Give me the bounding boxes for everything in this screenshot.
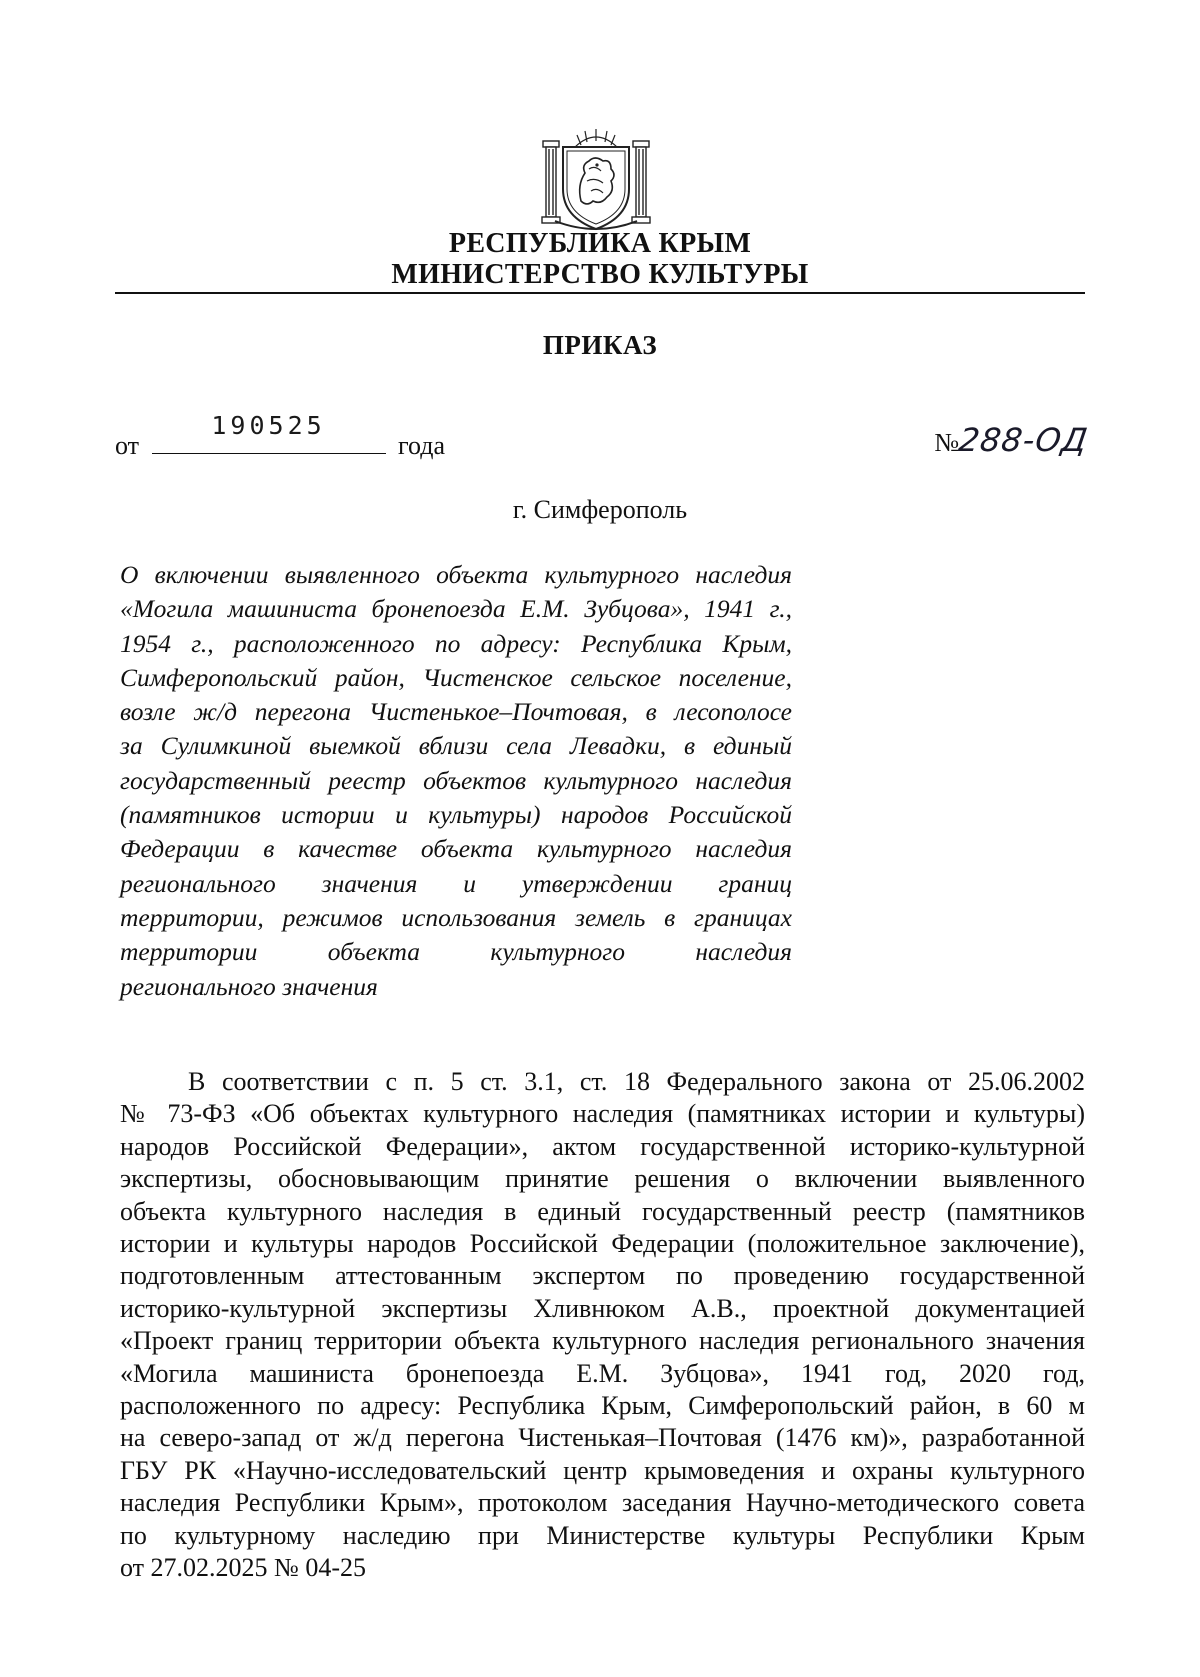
body-line: истории и культуры народов Российской Федерации (положительное заключение), (120, 1229, 1085, 1259)
body-line: наследия Республики Крым», протоколом заседания Научно-методического совета (120, 1488, 1085, 1518)
subject-line: Федерации в качестве объекта культурного наследия (120, 834, 792, 864)
subject-line: за Сулимкиной выемкой вблизи села Левадки, в единый (120, 731, 792, 761)
subject-line: (памятников истории и культуры) народов Российской (120, 800, 792, 830)
body-line: ГБУ РК «Научно-исследовательский центр крымоведения и охраны культурного (120, 1455, 1085, 1485)
body-line: объекта культурного наследия в единый государственный реестр (памятников (120, 1196, 1085, 1226)
body-line: расположенного по адресу: Республика Крым, Симферопольский район, в 60 м (120, 1391, 1085, 1421)
city: г. Симферополь (512, 495, 688, 524)
header-divider (115, 292, 1085, 294)
body-line: историко-культурной экспертизы Хливнюком А.В., проектной документацией (120, 1293, 1085, 1323)
date-row (115, 411, 446, 461)
org-name-republic: РЕСПУБЛИКА КРЫМ (448, 228, 752, 259)
date-prefix: от (115, 431, 140, 460)
document-subject (120, 558, 792, 1004)
subject-line: «Могила машиниста бронепоезда Е.М. Зубцова», 1941 г., (120, 594, 792, 624)
document-type: ПРИКАЗ (542, 330, 658, 360)
body-line: по культурному наследию при Министерстве культуры Республики Крым (120, 1520, 1085, 1550)
subject-line: 1954 г., расположенного по адресу: Республика Крым, (120, 628, 792, 658)
number-handwritten: 288-ОД (956, 421, 1091, 459)
subject-line: территории, режимов использования земель в границах (120, 902, 792, 932)
subject-line: О включении выявленного объекта культурного наследия (120, 560, 792, 589)
subject-line: Симферопольский район, Чистенское сельское поселение, (120, 662, 792, 692)
body-line: народов Российской Федерации», актом государственной историко-культурной (120, 1131, 1085, 1161)
number-row (934, 421, 1091, 459)
date-suffix: года (398, 431, 446, 460)
body-line: на северо-запад от ж/д перегона Чистенькая–Почтовая (1476 км)», разработанной (120, 1423, 1085, 1453)
document-body (120, 1066, 1085, 1585)
body-line: «Проект границ территории объекта культурного наследия регионального значения (120, 1326, 1085, 1356)
date-field (152, 411, 386, 454)
subject-line: регионального значения и утверждении границ (120, 868, 792, 898)
subject-line: возле ж/д перегона Чистенькое–Почтовая, в лесополосе (120, 697, 792, 727)
subject-line: регионального значения (120, 971, 378, 1001)
coat-of-arms-icon (537, 125, 655, 235)
subject-line: государственный реестр объектов культурного наследия (120, 765, 792, 795)
body-line: В соответствии с п. 5 ст. 3.1, ст. 18 Федерального закона от 25.06.2002 (188, 1067, 1085, 1096)
body-line: подготовленным аттестованным экспертом по проведению государственной (120, 1261, 1085, 1291)
date-stamp: 190525 (211, 411, 326, 440)
body-line: экспертизы, обосновывающим принятие решения о включении выявленного (120, 1164, 1085, 1194)
body-line: от 27.02.2025 № 04-25 (120, 1553, 366, 1583)
subject-line: территории объекта культурного наследия (120, 937, 792, 967)
org-name-ministry: МИНИСТЕРСТВО КУЛЬТУРЫ (391, 259, 809, 290)
body-line: «Могила машиниста бронепоезда Е.М. Зубцова», 1941 год, 2020 год, (120, 1358, 1085, 1388)
body-line: № 73-ФЗ «Об объектах культурного наследия (памятниках истории и культуры) (120, 1099, 1085, 1129)
number-prefix: № (934, 428, 960, 457)
